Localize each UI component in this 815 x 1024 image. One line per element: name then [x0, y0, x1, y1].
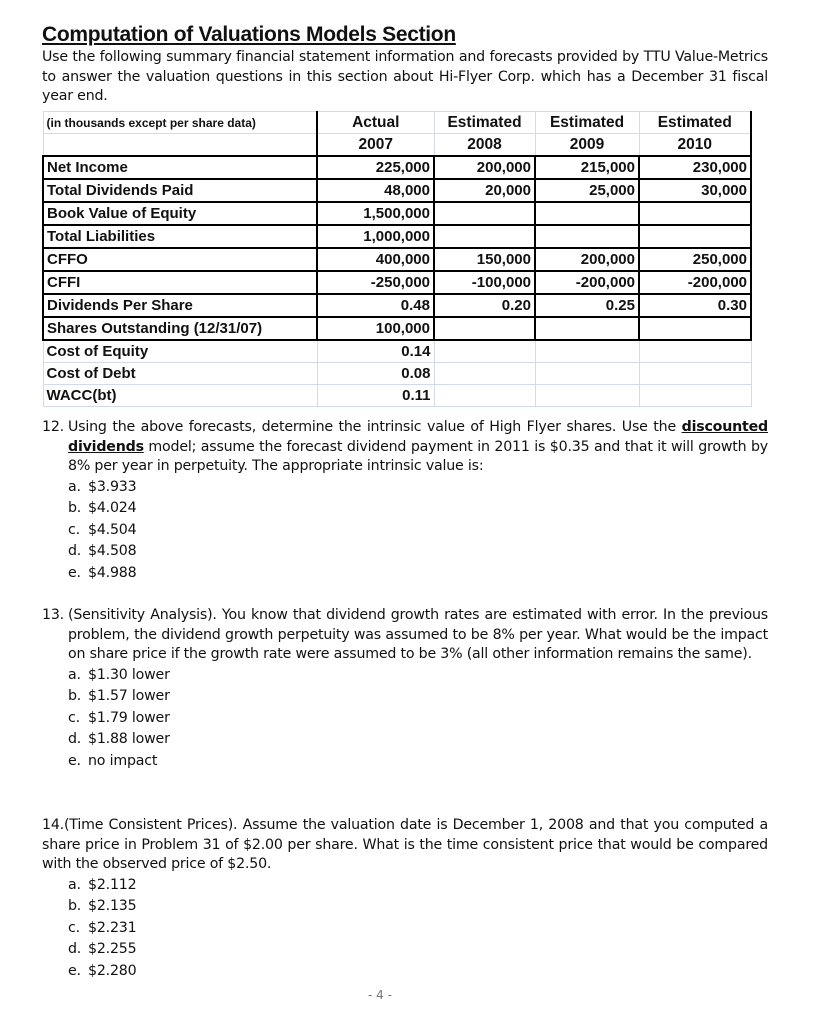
- cell-value: [639, 225, 751, 248]
- units-note: (in thousands except per share data): [43, 112, 317, 134]
- cell-value: -200,000: [535, 271, 639, 294]
- cell-value: 0.14: [317, 340, 434, 363]
- section-intro: Use the following summary financial statement information and forecasts provided by TTU Value-Metrics to answer the valuation questions in this section about Hi-Flyer Corp. which has a December 31 fiscal year end.: [42, 49, 768, 104]
- cell-value: [639, 340, 751, 363]
- col-header-type: Estimated: [434, 112, 535, 134]
- answer-option[interactable]: d. $1.88 lower: [68, 731, 170, 747]
- cell-value: 25,000: [535, 179, 639, 202]
- cell-value: 100,000: [317, 317, 434, 340]
- row-label: Total Liabilities: [43, 225, 317, 248]
- answer-option[interactable]: c. $4.504: [68, 521, 137, 538]
- answer-options: [42, 477, 768, 585]
- cell-value: 48,000: [317, 179, 434, 202]
- page-number: - 4 -: [368, 988, 392, 1002]
- cell-value: 0.20: [434, 294, 535, 317]
- question-12: [42, 418, 768, 584]
- cell-value: 0.48: [317, 294, 434, 317]
- answer-options: [42, 875, 768, 983]
- col-header-type: Estimated: [639, 112, 751, 134]
- table-row: [43, 317, 751, 340]
- cell-value: 230,000: [639, 156, 751, 179]
- question-number: 12.: [42, 419, 64, 435]
- row-label: Shares Outstanding (12/31/07): [43, 317, 317, 340]
- answer-option[interactable]: e. $2.280: [68, 962, 137, 979]
- table-header-row: [43, 112, 751, 134]
- cell-value: 1,500,000: [317, 202, 434, 225]
- table-row: [43, 179, 751, 202]
- cell-value: [434, 340, 535, 363]
- row-label: Book Value of Equity: [43, 202, 317, 225]
- answer-option[interactable]: e. $4.988: [68, 564, 137, 581]
- question-text: (Sensitivity Analysis). You know that dividend growth rates are estimated with error. In the previous problem, the dividend growth perpetuity was assumed to be 8% per year. What would be the impact on share price if the growth rate were assumed to be 3% (all other information remains the same).: [68, 607, 768, 662]
- question-13: [42, 606, 768, 772]
- cell-value: 250,000: [639, 248, 751, 271]
- col-header-type: Actual: [317, 112, 434, 134]
- cell-value: -200,000: [639, 271, 751, 294]
- cell-value: [434, 225, 535, 248]
- cell-value: 215,000: [535, 156, 639, 179]
- cell-value: [434, 363, 535, 385]
- cell-value: [639, 363, 751, 385]
- cell-value: 200,000: [535, 248, 639, 271]
- cell-value: 0.30: [639, 294, 751, 317]
- cell-value: [535, 340, 639, 363]
- answer-options: [42, 665, 768, 773]
- table-row: [43, 271, 751, 294]
- col-header-year: 2007: [317, 134, 434, 157]
- answer-option[interactable]: b. $2.135: [68, 898, 137, 914]
- answer-option[interactable]: e. no impact: [68, 752, 158, 769]
- question-text: Using the above forecasts, determine the intrinsic value of High Flyer shares. Use the discounted dividends model; assume the forecast dividend payment in 2011 is $0.35 and that it will growth by 8% per year in perpetuity. The appropriate intrinsic value is:: [68, 419, 768, 474]
- cell-value: [639, 202, 751, 225]
- col-header-year: 2010: [639, 134, 751, 157]
- answer-option[interactable]: d. $4.508: [68, 543, 137, 559]
- row-label: Net Income: [43, 156, 317, 179]
- cell-value: [535, 202, 639, 225]
- cell-value: 20,000: [434, 179, 535, 202]
- financial-data-table: [42, 111, 752, 407]
- section-header: [42, 22, 768, 107]
- cell-value: [535, 225, 639, 248]
- col-header-type: Estimated: [535, 112, 639, 134]
- answer-option[interactable]: a. $1.30 lower: [68, 666, 170, 683]
- answer-option[interactable]: a. $3.933: [68, 478, 137, 495]
- col-header-year: 2009: [535, 134, 639, 157]
- table-row: [43, 363, 751, 385]
- table-row: [43, 385, 751, 407]
- table-row: [43, 340, 751, 363]
- question-text: (Time Consistent Prices). Assume the valuation date is December 1, 2008 and that you computed a share price in Problem 31 of $2.00 per share. What is the time consistent price that would be compared with the observed price of $2.50.: [42, 817, 768, 872]
- question-number: 14.: [42, 817, 64, 833]
- row-label: Dividends Per Share: [43, 294, 317, 317]
- cell-value: -100,000: [434, 271, 535, 294]
- cell-value: [434, 385, 535, 407]
- cell-value: 0.08: [317, 363, 434, 385]
- table-row: [43, 294, 751, 317]
- question-number: 13.: [42, 607, 64, 623]
- cell-value: [535, 363, 639, 385]
- cell-value: 200,000: [434, 156, 535, 179]
- cell-value: [535, 317, 639, 340]
- section-title: Computation of Valuations Models Section: [42, 23, 456, 46]
- cell-value: [434, 317, 535, 340]
- row-label: WACC(bt): [43, 385, 317, 407]
- row-label: Cost of Equity: [43, 340, 317, 363]
- row-label: CFFI: [43, 271, 317, 294]
- cell-value: 0.25: [535, 294, 639, 317]
- cell-value: -250,000: [317, 271, 434, 294]
- table-row: [43, 248, 751, 271]
- cell-value: [639, 385, 751, 407]
- table-row: [43, 156, 751, 179]
- answer-option[interactable]: d. $2.255: [68, 941, 137, 957]
- answer-option[interactable]: c. $2.231: [68, 919, 137, 936]
- emphasis-text: discounted dividends: [68, 419, 768, 455]
- table-year-row: [43, 134, 751, 157]
- row-label: Cost of Debt: [43, 363, 317, 385]
- cell-value: 225,000: [317, 156, 434, 179]
- table-row: [43, 202, 751, 225]
- cell-value: 400,000: [317, 248, 434, 271]
- cell-value: [535, 385, 639, 407]
- row-label: Total Dividends Paid: [43, 179, 317, 202]
- cell-value: 1,000,000: [317, 225, 434, 248]
- answer-option[interactable]: b. $4.024: [68, 500, 137, 516]
- cell-value: 150,000: [434, 248, 535, 271]
- answer-option[interactable]: a. $2.112: [68, 876, 137, 893]
- row-label: CFFO: [43, 248, 317, 271]
- answer-option[interactable]: c. $1.79 lower: [68, 709, 170, 726]
- cell-value: 0.11: [317, 385, 434, 407]
- question-14: [42, 816, 768, 982]
- cell-value: [639, 317, 751, 340]
- table-row: [43, 225, 751, 248]
- cell-value: [434, 202, 535, 225]
- col-header-year: 2008: [434, 134, 535, 157]
- cell-value: 30,000: [639, 179, 751, 202]
- answer-option[interactable]: b. $1.57 lower: [68, 688, 170, 704]
